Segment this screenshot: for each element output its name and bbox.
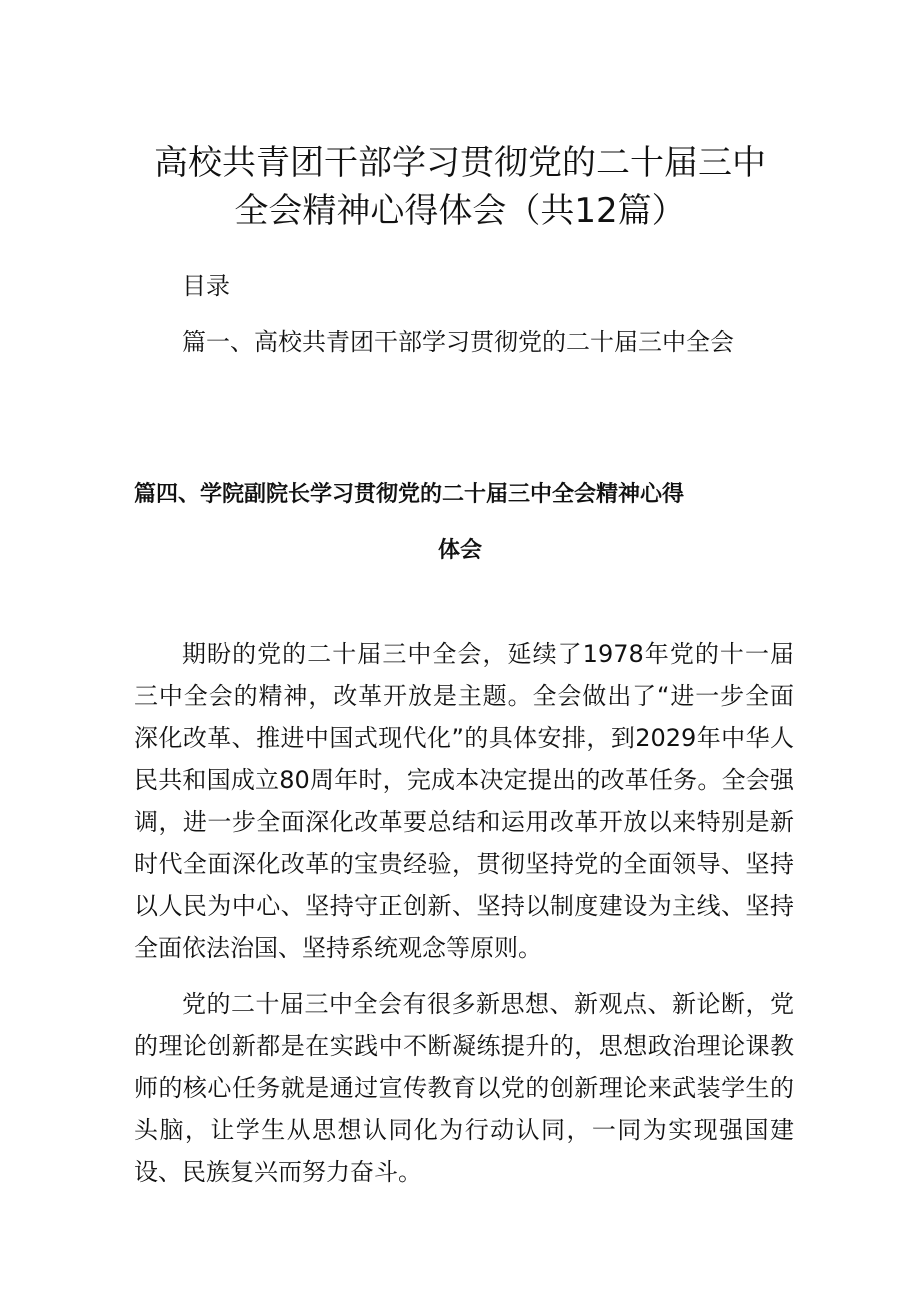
body-paragraph-1: 期盼的党的二十届三中全会，延续了1978年党的十一届三中全会的精神，改革开放是主题。全会做出了“进一步全面深化改革、推进中国式现代化”的具体安排，到2029年中华人民共和国成立80周年时，完成本决定提出的改革任务。全会强调，进一步全面深化改革要总结和运用改革开放以来特别是新时代全面深化改革的宝贵经验，贯彻坚持党的全面领导、坚持以人民为中心、坚持守正创新、坚持以制度建设为主线、坚持全面依法治国、坚持系统观念等原则。: [134, 640, 794, 962]
document-title-line-2: 全会精神心得体会（共12篇）: [234, 191, 686, 231]
body-paragraph-2: 党的二十届三中全会有很多新思想、新观点、新论断，党的理论创新都是在实践中不断凝练提升的，思想政治理论课教师的核心任务就是通过宣传教育以党的创新理论来武装学生的头脑，让学生从思想认同化为行动认同，一同为实现强国建设、民族复兴而努力奋斗。: [134, 990, 794, 1186]
document-title-line-1: 高校共青团干部学习贯彻党的二十届三中: [154, 143, 766, 183]
toc-item[interactable]: 篇一、高校共青团干部学习贯彻党的二十届三中全会: [182, 328, 734, 356]
section-title-line-1: 篇四、学院副院长学习贯彻党的二十届三中全会精神心得: [134, 482, 685, 507]
section-title-line-2: 体会: [438, 538, 483, 563]
toc-heading: 目录: [182, 272, 230, 300]
